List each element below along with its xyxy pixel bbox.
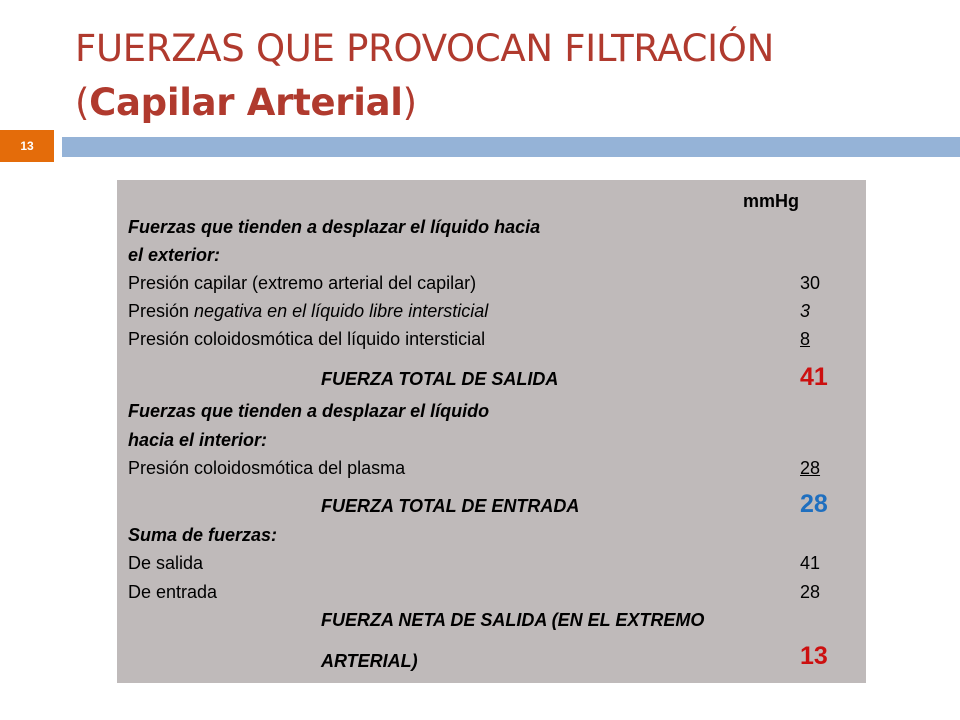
row-inward-sum-value: 28 (800, 582, 821, 602)
row-plasma-colloid-value: 28 (800, 458, 821, 478)
row-interstitial-colloid-value: 8 (800, 329, 811, 349)
total-outward-value: 41 (800, 363, 828, 391)
row-outward-sum-value: 41 (800, 553, 821, 573)
outward-heading-line-1: Fuerzas que tienden a desplazar el líquido hacia (128, 217, 541, 237)
row-inward-sum-label: De entrada (128, 582, 218, 602)
row-capillary-pressure-value: 30 (800, 273, 821, 293)
row-interstitial-colloid-label: Presión coloidosmótica del líquido intersticial (128, 329, 486, 349)
total-inward-value: 28 (800, 490, 828, 518)
title-line-2 (75, 76, 935, 130)
row-negative-pressure-label (128, 300, 488, 322)
row-negative-pressure-prefix: Presión (128, 301, 195, 321)
row-capillary-pressure-label: Presión capilar (extremo arterial del capilar) (128, 273, 477, 293)
header-divider-bar (62, 137, 960, 157)
title-paren-open: ( (75, 81, 90, 124)
row-negative-pressure-italic: negativa en el líquido libre intersticial (194, 301, 489, 321)
net-force-label-line-2: ARTERIAL) (321, 651, 418, 671)
slide-title (75, 22, 935, 130)
net-force-value: 13 (800, 642, 828, 670)
outward-heading-line-2: el exterior: (128, 245, 221, 265)
inward-heading-line-1: Fuerzas que tienden a desplazar el líquido (128, 401, 490, 421)
sum-heading: Suma de fuerzas: (128, 525, 278, 545)
total-inward-label: FUERZA TOTAL DE ENTRADA (321, 496, 580, 516)
net-force-label-line-1: FUERZA NETA DE SALIDA (EN EL EXTREMO (321, 610, 705, 630)
total-outward-label: FUERZA TOTAL DE SALIDA (321, 369, 559, 389)
title-paren-close: ) (402, 81, 417, 124)
inward-heading-line-2: hacia el interior: (128, 430, 268, 450)
forces-table-panel (117, 180, 866, 683)
row-negative-pressure-value: 3 (800, 301, 811, 321)
title-bold-text: Capilar Arterial (89, 81, 403, 124)
title-line-1: FUERZAS QUE PROVOCAN FILTRACIÓN (75, 27, 774, 70)
unit-header: mmHg (743, 191, 800, 211)
slide-number-badge: 13 (0, 130, 54, 162)
row-outward-sum-label: De salida (128, 553, 204, 573)
row-plasma-colloid-label: Presión coloidosmótica del plasma (128, 458, 406, 478)
